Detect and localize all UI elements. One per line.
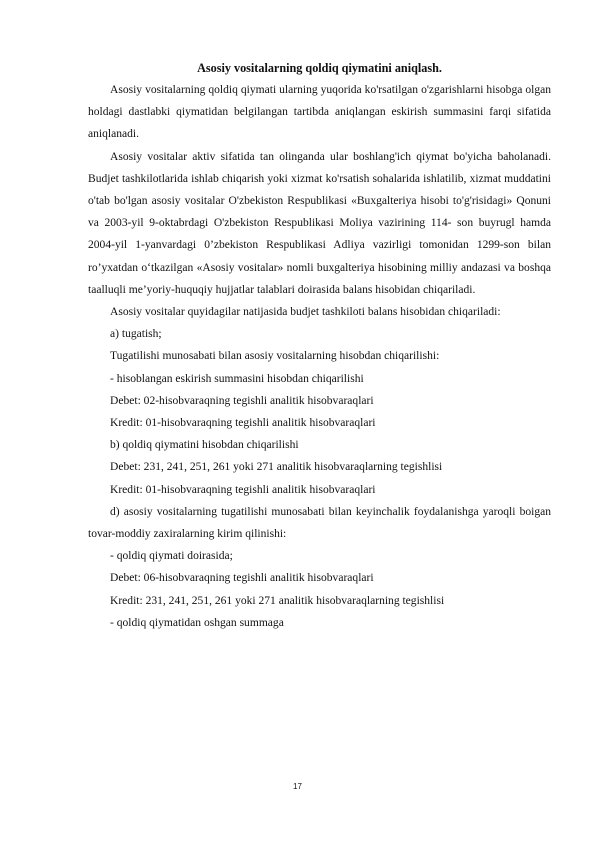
debit-entry: Debet: 06-hisobvaraqning tegishli analitik hisobvaraqlari <box>110 572 374 585</box>
debit-entry: Debet: 231, 241, 251, 261 yoki 271 analitik hisobvaraqlarning tegishlisi <box>110 461 443 474</box>
credit-entry: Kredit: 231, 241, 251, 261 yoki 271 analitik hisobvaraqlarning tegishlisi <box>110 594 445 607</box>
paragraph-removal-reasons: Asosiy vositalar quyidagilar natijasida budjet tashkiloti balans hisobidan chiqariladi: <box>110 306 501 319</box>
paragraph-residual-value: Asosiy vositalarning qoldiq qiymati ularning yuqorida ko'rsatilgan o'zgarishlarni hisobga olgan holdagi dastlabki qiymatidan belgilangan tartibda aniqlangan eskirish summasini farqi sifatida aniqlanadi. <box>88 84 551 141</box>
credit-entry: Kredit: 01-hisobvaraqning tegishli analitik hisobvaraqlari <box>110 483 376 496</box>
page-number: 17 <box>293 782 302 791</box>
list-item-dash: - qoldiq qiymatidan oshgan summaga <box>110 616 284 629</box>
list-item-dash: - qoldiq qiymati doirasida; <box>110 550 233 563</box>
list-item-b: b) qoldiq qiymatini hisobdan chiqarilishi <box>110 439 299 452</box>
debit-entry: Debet: 02-hisobvaraqning tegishli analitik hisobvaraqlari <box>110 394 374 407</box>
paragraph-item-d: d) asosiy vositalarning tugatilishi munosabati bilan keyinchalik foydalanishga yaroqli boigan tovar-moddiy zaxiralarning kirim qilinishi: <box>88 505 551 541</box>
list-item-a: a) tugatish; <box>110 328 162 341</box>
document-body <box>88 58 551 634</box>
credit-entry: Kredit: 01-hisobvaraqning tegishli analitik hisobvaraqlari <box>110 417 376 430</box>
text-line: Tugatilishi munosabati bilan asosiy vositalarning hisobdan chiqarilishi: <box>110 350 440 363</box>
paragraph-initial-value: Asosiy vositalar aktiv sifatida tan olinganda ular boshlang'ich qiymat bo'yicha baholanadi. Budjet tashkilotlarida ishlab chiqarish yoki xizmat ko'rsatish sohalarida ishlatilib, xizmat muddatini o'tab bo'lgan asosiy vositalar O'zbekiston Respublikasi «Buxgalteriya hisobi to'g'risidagi» Qonuni va 2003-yil 9-oktabrdagi O'zbekiston Respublikasi Moliya vazirining 114- son buyrugl hamda 2004-yil 1-yanvardagi 0’zbekiston Respublikasi Adliya vazirligi tomonidan 1299-son bilan ro’yxatdan o‘tkazilgan «Asosiy vositalar» nomli buxgalteriya hisobining milliy andazasi va boshqa taalluqli me’yoriy-huquqiy hujjatlar talablari doirasida balans hisobidan chiqariladi. <box>88 150 551 296</box>
list-item-dash: - hisoblangan eskirish summasini hisobdan chiqarilishi <box>110 372 364 385</box>
section-title: Asosiy vositalarning qoldiq qiymatini aniqlash. <box>197 61 442 75</box>
